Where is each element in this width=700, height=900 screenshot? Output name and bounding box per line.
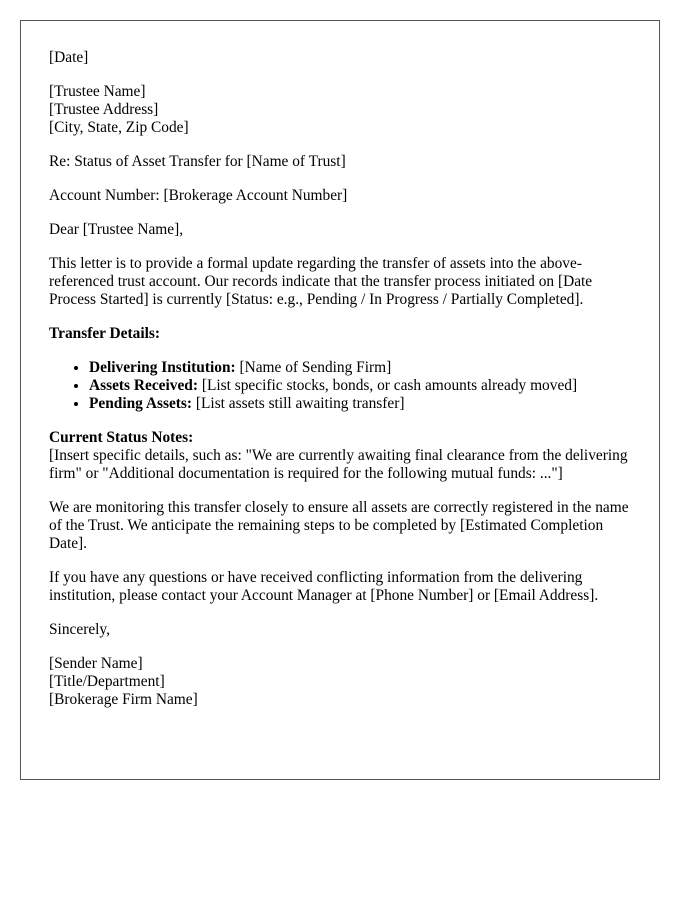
- sender-name: [Sender Name]: [49, 655, 143, 672]
- letter-page: [20, 20, 660, 780]
- letter-date: [Date]: [49, 49, 89, 66]
- detail-value: [List assets still awaiting transfer]: [192, 395, 405, 412]
- monitoring-paragraph: We are monitoring this transfer closely to ensure all assets are correctly registered in the name of the Trust. We anticipate the remaining steps to be completed by [Estimated Completion Date].: [49, 499, 629, 552]
- transfer-details-list: [49, 359, 631, 413]
- subject-line: Re: Status of Asset Transfer for [Name of Trust]: [49, 153, 346, 170]
- list-item: [89, 359, 631, 377]
- detail-value: [List specific stocks, bonds, or cash amounts already moved]: [197, 377, 578, 394]
- recipient-block: [49, 83, 631, 137]
- sender-firm: [Brokerage Firm Name]: [49, 691, 198, 708]
- sender-block: [49, 655, 631, 709]
- closing: Sincerely,: [49, 621, 110, 638]
- recipient-address: [Trustee Address]: [49, 101, 159, 118]
- detail-value: [Name of Sending Firm]: [235, 359, 392, 376]
- list-item: [89, 395, 631, 413]
- detail-label: Delivering Institution:: [89, 359, 236, 376]
- recipient-name: [Trustee Name]: [49, 83, 146, 100]
- contact-paragraph: If you have any questions or have received conflicting information from the delivering institution, please contact your Account Manager at [Phone Number] or [Email Address].: [49, 569, 599, 604]
- transfer-details-heading: Transfer Details:: [49, 325, 160, 342]
- account-number-line: Account Number: [Brokerage Account Number]: [49, 187, 348, 204]
- status-notes-heading: Current Status Notes:: [49, 429, 194, 446]
- detail-label: Pending Assets:: [89, 395, 193, 412]
- salutation: Dear [Trustee Name],: [49, 221, 184, 238]
- list-item: [89, 377, 631, 395]
- recipient-city-state-zip: [City, State, Zip Code]: [49, 119, 189, 136]
- status-notes-block: [49, 429, 631, 483]
- sender-title: [Title/Department]: [49, 673, 165, 690]
- intro-paragraph: This letter is to provide a formal update regarding the transfer of assets into the above-referenced trust account. Our records indicate that the transfer process initiated on [Date Process Started] is currently [Status: e.g., Pending / In Progress / Partially Completed].: [49, 255, 593, 308]
- status-notes-text: [Insert specific details, such as: "We are currently awaiting final clearance from the delivering firm" or "Additional documentation is required for the following mutual funds: ..."]: [49, 447, 628, 482]
- detail-label: Assets Received:: [89, 377, 198, 394]
